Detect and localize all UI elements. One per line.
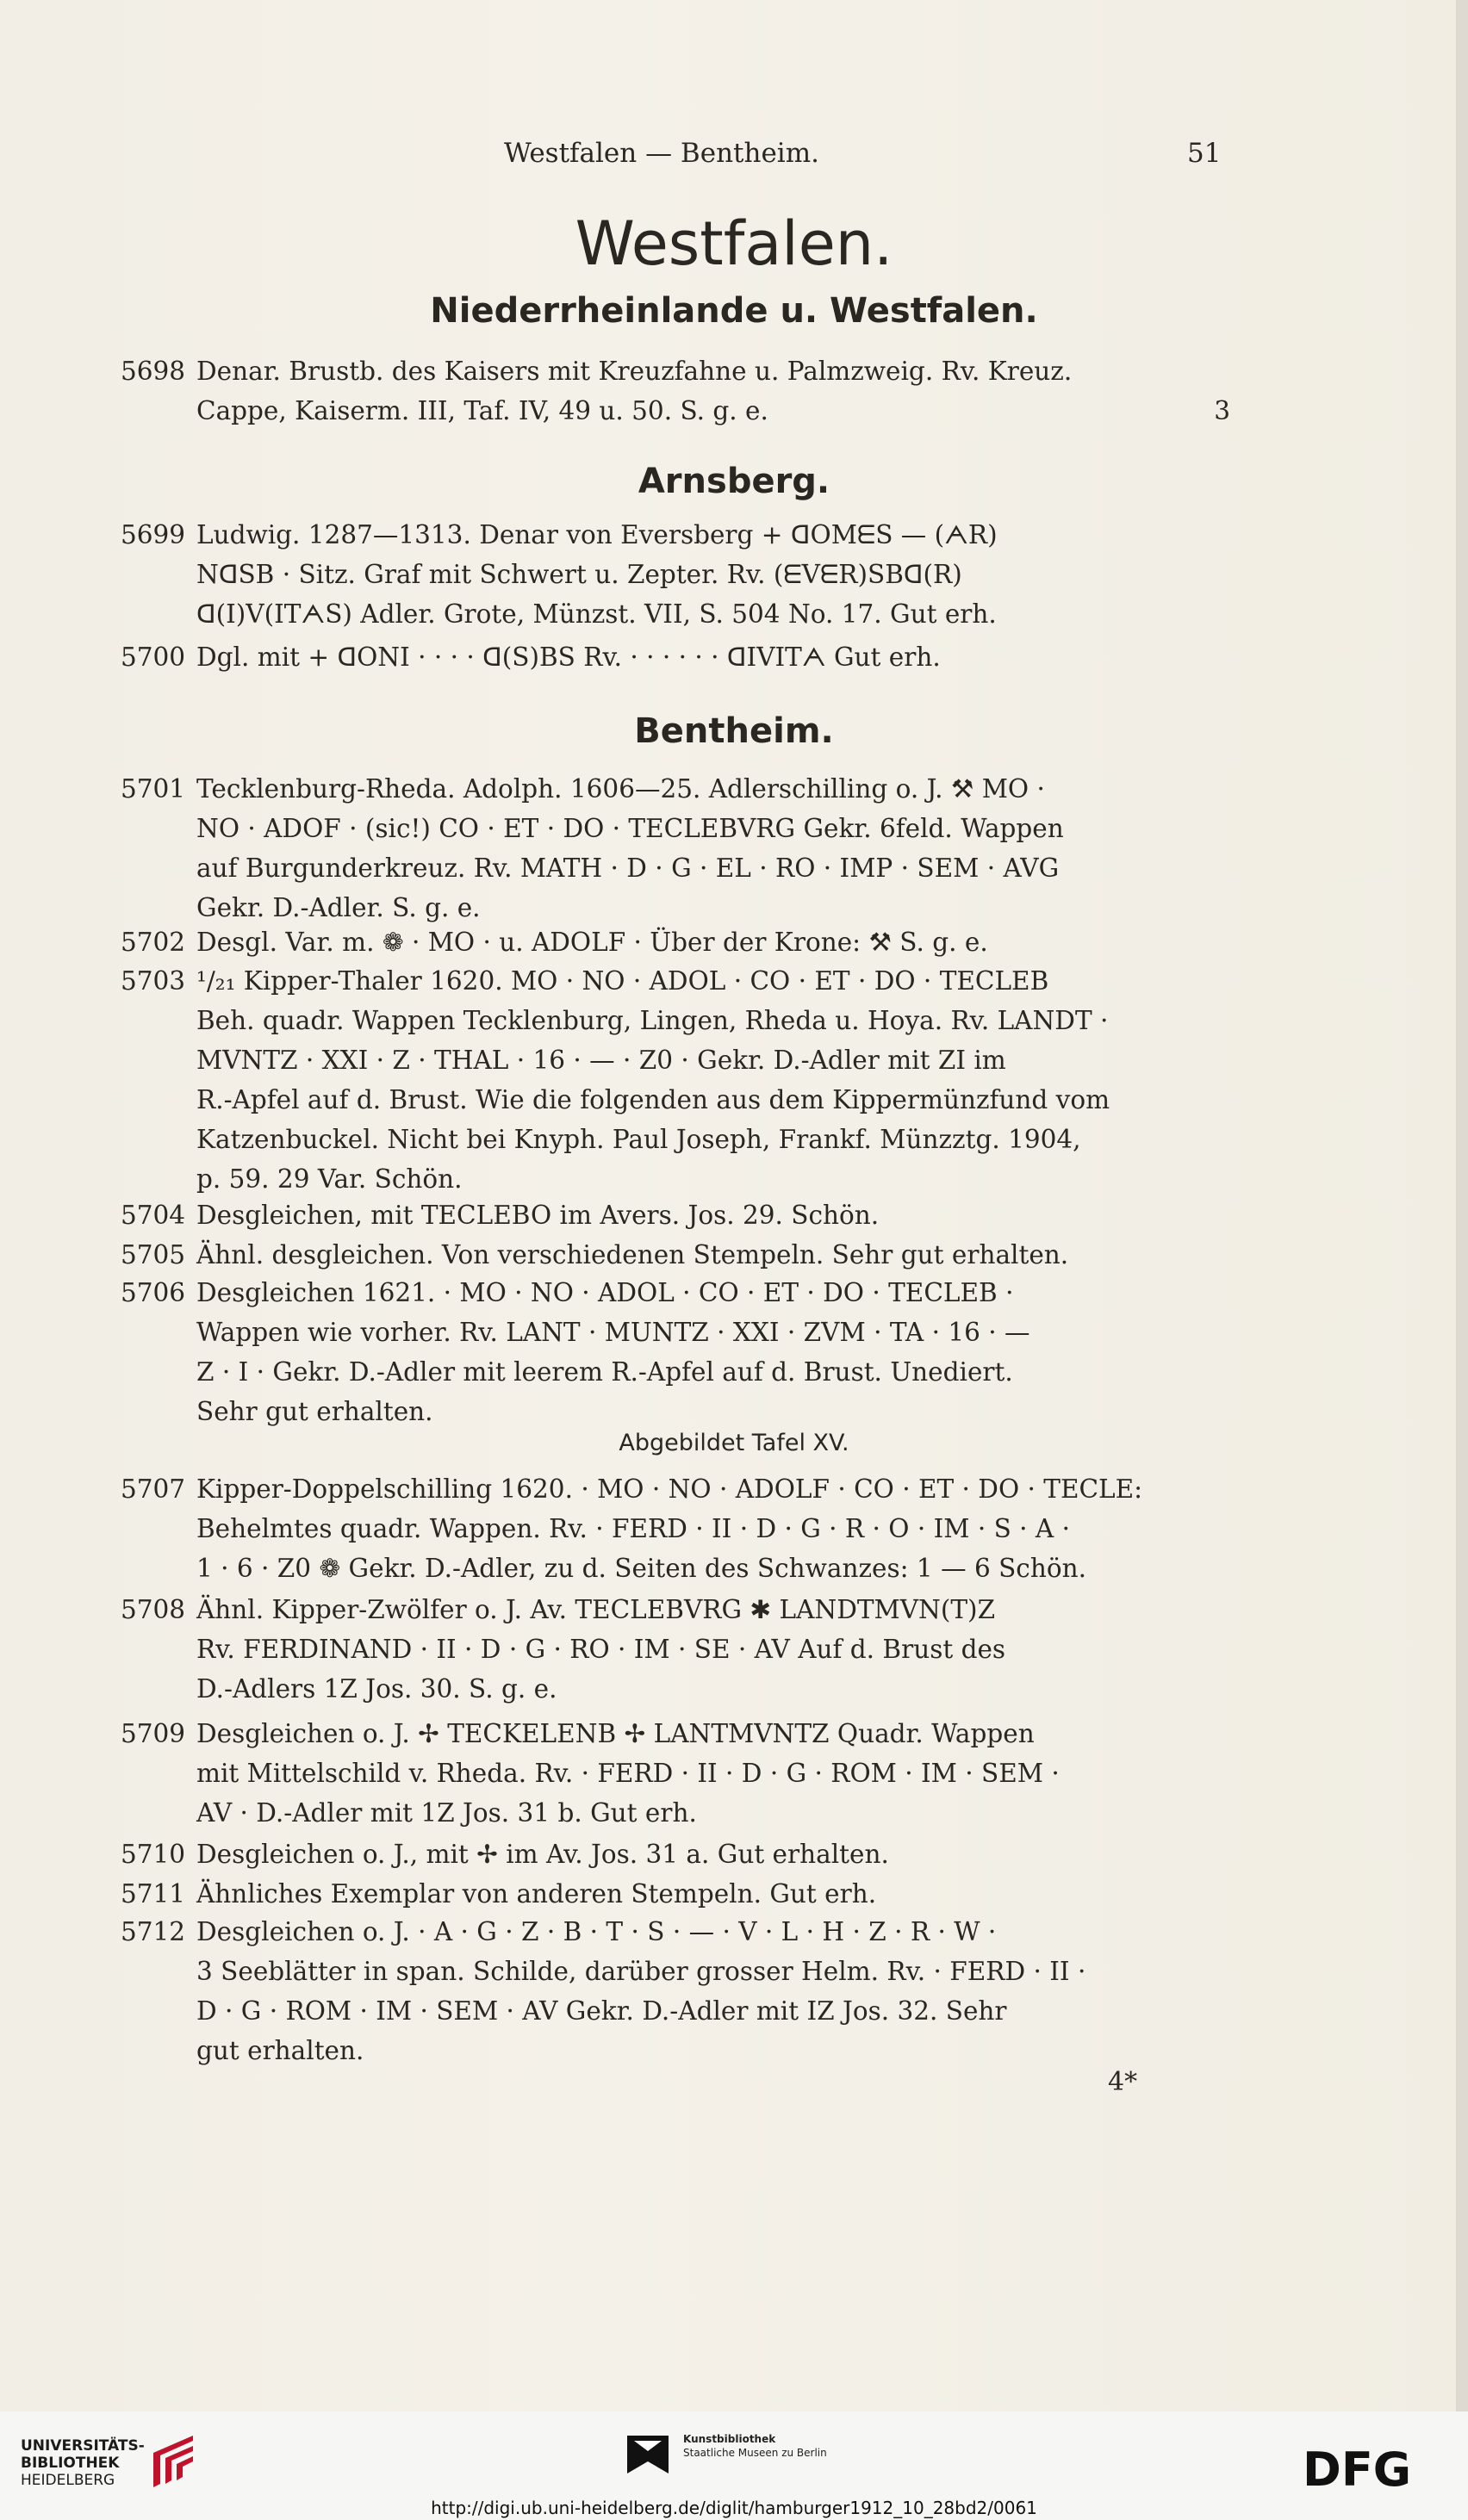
entry-number: 5703 xyxy=(121,966,186,996)
entry-line: mit Mittelschild v. Rheda. Rv. · FERD · II · D · G · ROM · IM · SEM · xyxy=(196,1759,1060,1788)
entry-value: 3 xyxy=(1214,396,1230,425)
plate-caption: Abgebildet Tafel XV. xyxy=(619,1430,849,1456)
catalog-entry xyxy=(121,637,1230,677)
entry-number: 5707 xyxy=(121,1474,186,1504)
entry-number: 5711 xyxy=(121,1879,186,1909)
entry-line: Desgl. Var. m. ❁ · MO · u. ADOLF · Über der Krone: ⚒ S. g. e. xyxy=(196,928,988,957)
entry-line: D.-Adlers 1Z Jos. 30. S. g. e. xyxy=(196,1674,557,1704)
entry-number: 5712 xyxy=(121,1917,186,1946)
library-line: UNIVERSITÄTS- xyxy=(21,2437,145,2455)
entry-number: 5708 xyxy=(121,1595,186,1624)
catalog-entry xyxy=(121,1195,1230,1235)
entry-line: NᗡSB · Sitz. Graf mit Schwert u. Zepter. Rv. (ᗴVᗴR)SBᗡ(R) xyxy=(196,560,962,589)
signature-mark: 4* xyxy=(1108,2067,1138,2097)
entry-line xyxy=(196,391,1230,431)
entry-line: Tecklenburg-Rheda. Adolph. 1606—25. Adlerschilling o. J. ⚒ MO · xyxy=(196,774,1045,804)
page-number: 51 xyxy=(1187,138,1222,169)
entry-line: Desgleichen 1621. · MO · NO · ADOL · CO · ET · DO · TECLEB · xyxy=(196,1278,1014,1307)
entry-line: Ludwig. 1287—1313. Denar von Eversberg + ᗡOMᗴS — (ᗅR) xyxy=(196,520,998,549)
entry-line: Desgleichen o. J. · A · G · Z · B · T · S · — · V · L · H · Z · R · W · xyxy=(196,1917,997,1946)
chapter-heading: Westfalen. xyxy=(575,208,893,279)
library-line: BIBLIOTHEK xyxy=(21,2455,120,2472)
entry-number: 5699 xyxy=(121,520,186,549)
catalog-entry xyxy=(121,1912,1230,2070)
entry-line: Wappen wie vorher. Rv. LANT · MUNTZ · XXI · ZVM · TA · 16 · — xyxy=(196,1318,1030,1347)
entry-line: Denar. Brustb. des Kaisers mit Kreuzfahne u. Palmzweig. Rv. Kreuz. xyxy=(196,357,1073,386)
catalog-entry xyxy=(121,1874,1230,1914)
catalog-entry xyxy=(121,351,1230,431)
entry-number: 5706 xyxy=(121,1278,186,1307)
catalog-entry xyxy=(121,1714,1230,1833)
entry-line: Behelmtes quadr. Wappen. Rv. · FERD · II · D · G · R · O · IM · S · A · xyxy=(196,1514,1070,1543)
entry-line: p. 59. 29 Var. Schön. xyxy=(196,1164,463,1194)
running-head xyxy=(0,138,1468,176)
catalog-entry xyxy=(121,515,1230,634)
entry-line: Ähnl. desgleichen. Von verschiedenen Stempeln. Sehr gut erhalten. xyxy=(196,1240,1069,1269)
kunstbibliothek-name xyxy=(683,2432,827,2460)
catalog-entry xyxy=(121,922,1230,962)
entry-line: Gekr. D.-Adler. S. g. e. xyxy=(196,893,481,922)
entry-line: Sehr gut erhalten. xyxy=(196,1397,433,1426)
entry-line: MVNTZ · XXI · Z · THAL · 16 · — · Z0 · Gekr. D.-Adler mit ZI im xyxy=(196,1046,1006,1075)
section-heading-niederrheinlande: Niederrheinlande u. Westfalen. xyxy=(430,291,1038,331)
catalog-entry xyxy=(121,1273,1230,1431)
entry-line: Katzenbuckel. Nicht bei Knyph. Paul Joseph, Frankf. Münzztg. 1904, xyxy=(196,1125,1081,1154)
entry-number: 5709 xyxy=(121,1719,186,1748)
entry-line: Desgleichen o. J. ✢ TECKELENB ✢ LANTMVNTZ Quadr. Wappen xyxy=(196,1719,1035,1748)
entry-line: auf Burgunderkreuz. Rv. MATH · D · G · EL · RO · IMP · SEM · AVG xyxy=(196,853,1060,883)
entry-line: Ähnliches Exemplar von anderen Stempeln. Gut erh. xyxy=(196,1879,877,1909)
library-line: HEIDELBERG xyxy=(21,2472,115,2489)
entry-line: ᗡ(I)V(ITᗅS) Adler. Grote, Münzst. VII, S. 504 No. 17. Gut erh. xyxy=(196,599,997,629)
entry-number: 5700 xyxy=(121,642,186,672)
entry-number: 5710 xyxy=(121,1840,186,1869)
catalog-entry xyxy=(121,1469,1230,1588)
entry-line: Kipper-Doppelschilling 1620. · MO · NO · ADOLF · CO · ET · DO · TECLE: xyxy=(196,1474,1143,1504)
dfg-logo-text: DFG xyxy=(1303,2446,1412,2491)
dfg-logo-icon xyxy=(1303,2446,1451,2491)
entry-number: 5704 xyxy=(121,1201,186,1230)
entry-line: Ähnl. Kipper-Zwölfer o. J. Av. TECLEBVRG ✱ LANDTMVN(T)Z xyxy=(196,1595,996,1624)
entry-line: 3 Seeblätter in span. Schilde, darüber grosser Helm. Rv. · FERD · II · xyxy=(196,1957,1086,1986)
section-heading-arnsberg: Arnsberg. xyxy=(638,462,830,501)
entry-line: ¹/₂₁ Kipper-Thaler 1620. MO · NO · ADOL · CO · ET · DO · TECLEB xyxy=(196,966,1049,996)
kunstbibliothek-logo-icon xyxy=(624,2430,672,2479)
section-heading-bentheim: Bentheim. xyxy=(634,711,834,751)
entry-line-text: Cappe, Kaiserm. III, Taf. IV, 49 u. 50. S. g. e. xyxy=(196,396,768,425)
university-logo-icon xyxy=(148,2432,203,2492)
entry-line: NO · ADOF · (sic!) CO · ET · DO · TECLEBVRG Gekr. 6feld. Wappen xyxy=(196,814,1064,843)
kb-line: Staatliche Museen zu Berlin xyxy=(683,2447,827,2459)
running-head-title: Westfalen — Bentheim. xyxy=(504,138,819,169)
entry-line: Z · I · Gekr. D.-Adler mit leerem R.-Apfel auf d. Brust. Unediert. xyxy=(196,1357,1013,1387)
entry-line: gut erhalten. xyxy=(196,2036,364,2065)
entry-line: D · G · ROM · IM · SEM · AV Gekr. D.-Adler mit IZ Jos. 32. Sehr xyxy=(196,1996,1007,2026)
catalog-entry xyxy=(121,961,1230,1199)
entry-line: Dgl. mit + ᗡONI · · · · ᗡ(S)BS Rv. · · · · · · ᗡIVITᗅ Gut erh. xyxy=(196,642,941,672)
entry-line: 1 · 6 · Z0 ❁ Gekr. D.-Adler, zu d. Seiten des Schwanzes: 1 — 6 Schön. xyxy=(196,1554,1086,1583)
entry-line: Beh. quadr. Wappen Tecklenburg, Lingen, Rheda u. Hoya. Rv. LANDT · xyxy=(196,1006,1109,1035)
digitization-footer xyxy=(0,2411,1468,2520)
entry-number: 5702 xyxy=(121,928,186,957)
entry-number: 5705 xyxy=(121,1240,186,1269)
entry-line: Rv. FERDINAND · II · D · G · RO · IM · SE · AV Auf d. Brust des xyxy=(196,1635,1006,1664)
catalog-entry xyxy=(121,1590,1230,1709)
catalog-entry xyxy=(121,1235,1230,1275)
entry-line: Desgleichen o. J., mit ✢ im Av. Jos. 31 a. Gut erhalten. xyxy=(196,1840,889,1869)
catalog-entry xyxy=(121,769,1230,928)
catalog-entry xyxy=(121,1834,1230,1874)
page-edge xyxy=(1456,0,1468,2411)
entry-line: Desgleichen, mit TECLEBO im Avers. Jos. 29. Schön. xyxy=(196,1201,880,1230)
permalink-url[interactable]: http://digi.ub.uni-heidelberg.de/diglit/hamburger1912_10_28bd2/0061 xyxy=(431,2498,1037,2518)
kb-line: Kunstbibliothek xyxy=(683,2433,776,2445)
entry-number: 5701 xyxy=(121,774,186,804)
entry-line: R.-Apfel auf d. Brust. Wie die folgenden aus dem Kippermünzfund vom xyxy=(196,1085,1110,1114)
entry-number: 5698 xyxy=(121,357,186,386)
entry-line: AV · D.-Adler mit 1Z Jos. 31 b. Gut erh. xyxy=(196,1798,697,1828)
library-name xyxy=(21,2437,145,2489)
